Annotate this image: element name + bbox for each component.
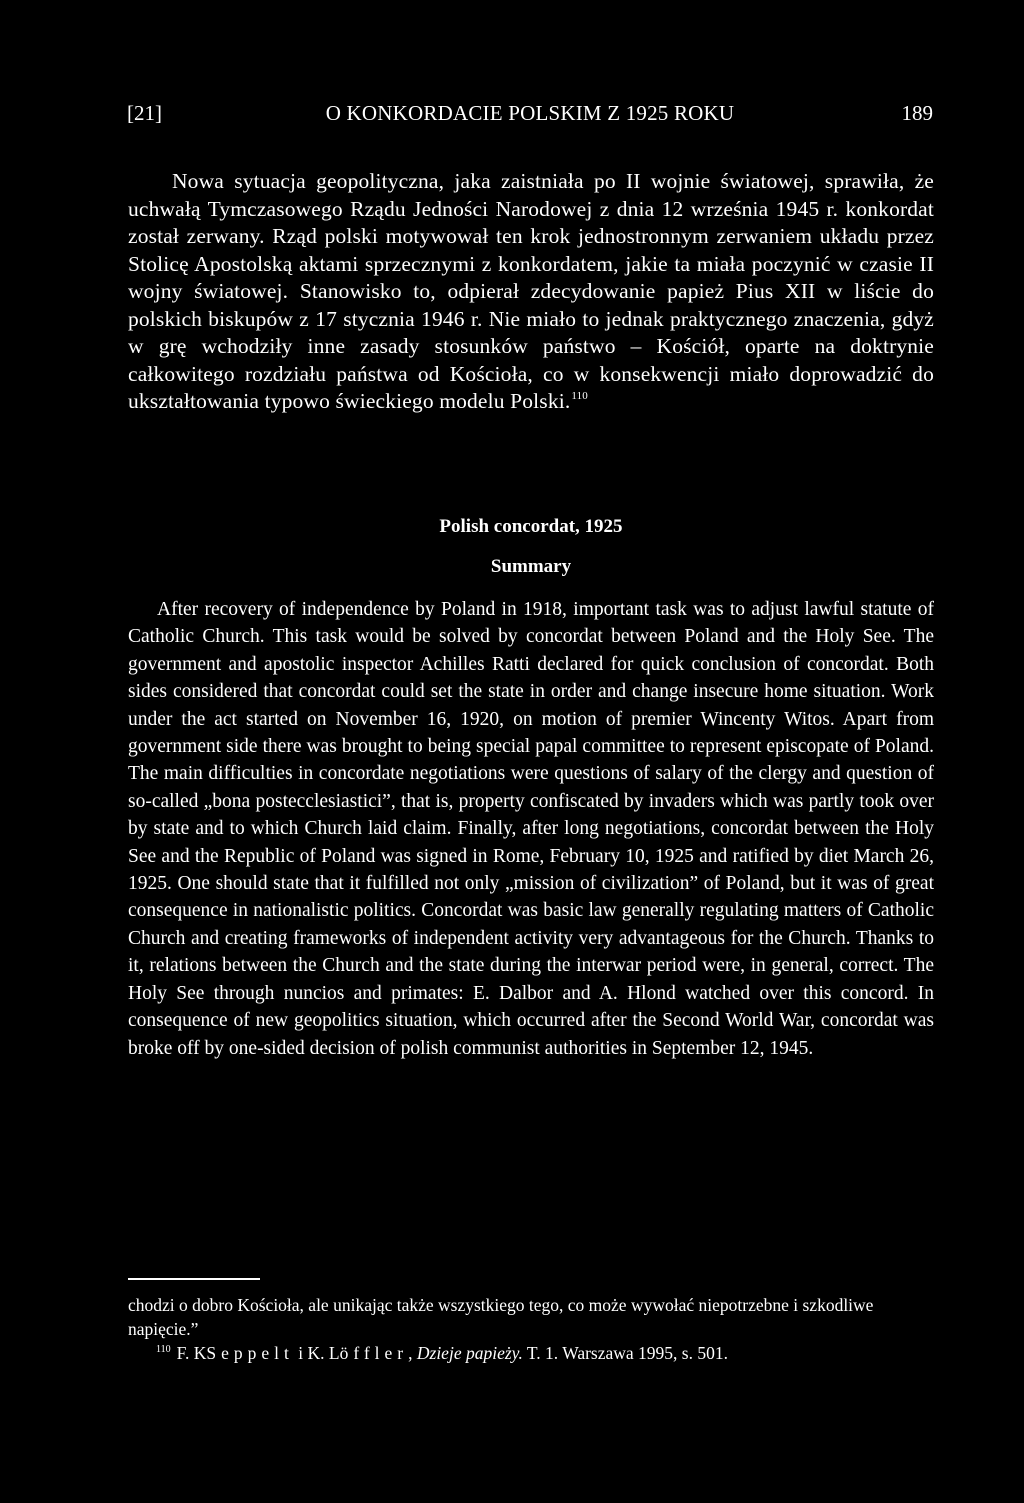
footnote-divider xyxy=(128,1278,260,1280)
polish-paragraph xyxy=(128,168,934,416)
page-number: 189 xyxy=(901,101,933,125)
footnotes xyxy=(128,1293,934,1365)
summary-title: Polish concordat, 1925 xyxy=(439,516,623,537)
footnote-details: T. 1. Warszawa 1995, s. 501. xyxy=(522,1343,728,1363)
footnote-reference: 110 xyxy=(571,390,588,402)
footnote-number: 110 xyxy=(156,1344,171,1355)
footnote-title: Dzieje papieży. xyxy=(416,1343,523,1363)
summary-subtitle: Summary xyxy=(490,556,572,577)
summary-paragraph: After recovery of independence by Poland in 1918, important task was to adjust lawful statute of Catholic Church. This task would be solved by concordat between Poland and the Holy See. The government and apostolic inspector Achilles Ratti declared for quick conclusion of concordat. Both sides considered that concordat could set the state in order and change insecure home situation. Work under the act started on November 16, 1920, on motion of premier Wincenty Witos. Apart from government side there was brought to being special papal committee to represent episcopate of Poland. The main difficulties in concordate negotiations were questions of salary of the clergy and question of so-called „bona postecclesiastici”, that is, property confiscated by invaders which was partly took over by state and to which Church laid claim. Finally, after long negotiations, concordat between the Holy See and the Republic of Poland was signed in Rome, February 10, 1925 and ratified by diet March 26, 1925. One should state that it fulfilled not only „mission of civilization” of Poland, but it was of great consequence in nationalistic politics. Concordat was basic law generally regulating matters of Catholic Church and creating frameworks of independent activity very advantageous for the Church. Thanks to it, relations between the Church and the state during the interwar period were, in general, correct. The Holy See through nuncios and primates: E. Dalbor and A. Hlond watched over this concord. In consequence of new geopolitics situation, which occurred after the Second World War, concordat was broke off by one-sided decision of polish communist authorities in September 12, 1945. xyxy=(128,599,934,1059)
footnote-author-name: Seppelt xyxy=(206,1343,294,1363)
running-header xyxy=(127,96,933,130)
footnote-separator: , xyxy=(408,1343,417,1363)
footnote-110 xyxy=(128,1341,934,1365)
footnote-author-name-2: öffler xyxy=(339,1343,409,1363)
page-reference: [21] xyxy=(127,101,162,125)
polish-paragraph-text: Nowa sytuacja geopolityczna, jaka zaistniała po II wojnie światowej, sprawiła, że uchwałą Tymczasowego Rządu Jedności Narodowej z dnia 12 września 1945 r. konkordat został zerwany. Rząd polski motywował ten krok jednostronnym zerwaniem układu przez Stolicę Apostolską aktami sprzecznymi z konkordatem, jakie ta miała poczynić w czasie II wojny światowej. Stanowisko to, odpierał zdecydowanie papież Pius XII w liście do polskich biskupów z 17 stycznia 1946 r. Nie miało to jednak praktycznego znaczenia, gdyż w grę wchodziły inne zasady stosunków państwo – Kościół, oparte na doktrynie całkowitego rozdziału państwa od Kościoła, co w konsekwencji miało doprowadzić do ukształtowania typowo świeckiego modelu Polski. xyxy=(128,169,934,413)
footnote-author-initial: F. K xyxy=(176,1343,207,1363)
footnote-continuation: chodzi o dobro Kościoła, ale unikając także wszystkiego tego, co może wywołać niepotrzebne i szkodliwe napięcie.” xyxy=(128,1295,874,1339)
running-title: O KONKORDACIE POLSKIM Z 1925 ROKU xyxy=(325,101,735,125)
footnote-author-join: i K. L xyxy=(298,1343,340,1363)
